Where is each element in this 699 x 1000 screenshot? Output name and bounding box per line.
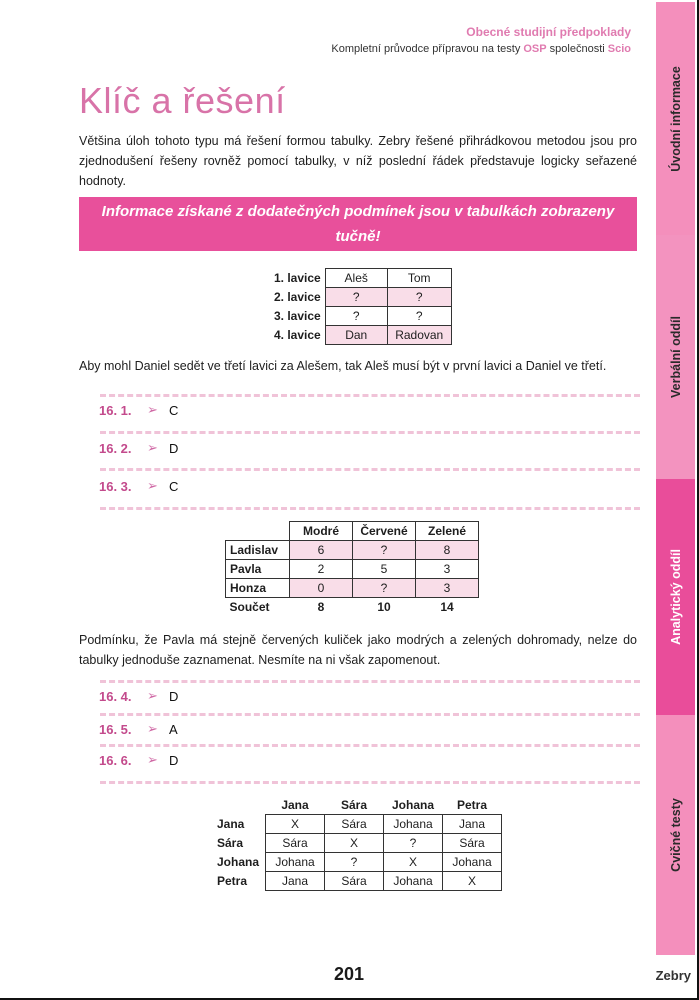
question-number: 16. 3.	[99, 478, 132, 494]
sum-row	[226, 598, 479, 617]
side-tab-label: Verbální oddíl	[668, 316, 683, 398]
table-cell: Sára	[325, 872, 384, 891]
side-tab-analyticky-oddil[interactable]	[656, 479, 695, 715]
table-cell: Radovan	[387, 326, 451, 345]
side-tab-label: Úvodní informace	[668, 65, 683, 172]
corner-cell	[215, 796, 266, 815]
question-number: 16. 2.	[99, 440, 132, 456]
table-cell: 2	[290, 560, 353, 579]
bench-table	[270, 268, 452, 345]
marbles-table	[225, 521, 479, 616]
table-row	[270, 326, 451, 345]
subtitle-text-2: společnosti	[546, 43, 608, 55]
column-header: Zelené	[416, 522, 479, 541]
table-cell: Sára	[443, 834, 502, 853]
table-row	[215, 834, 502, 853]
table-cell: Johana	[266, 853, 325, 872]
table-cell: ?	[384, 834, 443, 853]
row-label: Petra	[217, 874, 248, 888]
table-row	[226, 541, 479, 560]
arrow-icon: ➢	[147, 440, 158, 455]
intro-paragraph: Většina úloh tohoto typu má řešení formou tabulky. Zebry řešené přihrádkovou metodou jsou pro zjednodušení řešeny rovněž pomocí tabulky, v níž poslední řádek představuje logicky seřazené hodnoty.	[79, 134, 637, 188]
table-cell: Tom	[387, 269, 451, 288]
table-cell: ?	[325, 288, 387, 307]
table-row	[270, 269, 451, 288]
dashed-separator	[100, 744, 640, 747]
table-cell: Sára	[325, 815, 384, 834]
row-label: 2. lavice	[274, 290, 321, 304]
answer-value: A	[169, 721, 178, 737]
answer-value: D	[169, 752, 179, 768]
side-tab-label: Cvičné testy	[668, 798, 683, 872]
table-cell: ?	[353, 541, 416, 560]
table-cell: Jana	[443, 815, 502, 834]
book-subtitle	[331, 40, 631, 58]
header-row	[215, 796, 502, 815]
duel-table	[215, 796, 502, 891]
answer-value: D	[169, 688, 179, 704]
table-row	[226, 560, 479, 579]
sum-cell: 14	[440, 600, 454, 614]
dashed-separator	[100, 394, 640, 397]
dashed-separator	[100, 781, 640, 784]
row-label: Sára	[217, 836, 244, 850]
side-tab-cvicne-testy[interactable]	[656, 715, 695, 955]
table-cell: Johana	[384, 815, 443, 834]
answer-row	[99, 438, 178, 458]
table-cell: ?	[353, 579, 416, 598]
running-header	[331, 24, 631, 58]
dashed-separator	[100, 713, 640, 716]
row-label: Jana	[217, 817, 245, 831]
arrow-icon: ➢	[147, 478, 158, 493]
column-header: Jana	[281, 798, 309, 812]
subtitle-text: Kompletní průvodce přípravou na testy	[331, 43, 524, 55]
column-header: Červené	[353, 522, 416, 541]
table-cell: Jana	[266, 872, 325, 891]
sum-cell: 10	[377, 600, 391, 614]
table-cell: Aleš	[325, 269, 387, 288]
arrow-icon: ➢	[147, 402, 158, 417]
dashed-separator	[100, 680, 640, 683]
row-label: Johana	[217, 855, 260, 869]
subtitle-osp: OSP	[523, 43, 547, 55]
table-cell: X	[325, 834, 384, 853]
bench-explanation: Aby mohl Daniel sedět ve třetí lavici za Alešem, tak Aleš musí být v první lavici a Daniel ve třetí.	[79, 359, 607, 373]
answer-row	[99, 750, 178, 770]
table-cell: ?	[387, 288, 451, 307]
row-label: Součet	[229, 600, 270, 614]
column-header: Johana	[392, 798, 435, 812]
header-row	[226, 522, 479, 541]
table-row	[226, 579, 479, 598]
row-label: 3. lavice	[274, 309, 321, 323]
sum-cell: 8	[317, 600, 325, 614]
question-number: 16. 4.	[99, 688, 132, 704]
row-label: 4. lavice	[274, 328, 321, 342]
answer-row	[99, 719, 178, 739]
table-row	[270, 288, 451, 307]
table-row	[215, 872, 502, 891]
answer-value: D	[169, 440, 179, 456]
dashed-separator	[100, 468, 640, 471]
side-tab-verbalni-oddil[interactable]	[656, 235, 695, 479]
side-tab-label: Analytický oddíl	[668, 549, 683, 645]
table-cell: X	[443, 872, 502, 891]
row-label: 1. lavice	[274, 271, 321, 285]
table-cell: ?	[325, 853, 384, 872]
arrow-icon: ➢	[147, 721, 158, 736]
table-cell: 3	[416, 560, 479, 579]
question-number: 16. 6.	[99, 752, 132, 768]
answer-row	[99, 400, 178, 420]
row-label: Ladislav	[226, 541, 290, 560]
column-header: Sára	[341, 798, 368, 812]
question-number: 16. 5.	[99, 721, 132, 737]
answer-value: C	[169, 402, 179, 418]
page-number: 201	[334, 964, 365, 984]
answer-value: C	[169, 478, 179, 494]
table-cell: 8	[416, 541, 479, 560]
marbles-explanation: Podmínku, že Pavla má stejně červených kuliček jako modrých a zelených dohromady, nelze do tabulky jednoduše zaznamenat. Nesmíte na ni však zapomenout.	[79, 633, 637, 667]
arrow-icon: ➢	[147, 688, 158, 703]
book-title: Obecné studijní předpoklady	[466, 25, 631, 39]
page-title: Klíč a řešení	[79, 80, 286, 121]
answer-row	[99, 686, 178, 706]
row-label: Pavla	[226, 560, 290, 579]
table-cell: Johana	[384, 872, 443, 891]
table-cell: X	[384, 853, 443, 872]
table-cell: ?	[387, 307, 451, 326]
table-cell: 3	[416, 579, 479, 598]
table-cell: 5	[353, 560, 416, 579]
column-header: Petra	[457, 798, 488, 812]
table-cell: 0	[290, 579, 353, 598]
column-header: Modré	[290, 522, 353, 541]
table-cell: ?	[325, 307, 387, 326]
question-number: 16. 1.	[99, 402, 132, 418]
table-row	[215, 853, 502, 872]
table-cell: X	[266, 815, 325, 834]
side-tab-uvodni-informace[interactable]	[656, 2, 695, 235]
table-row	[270, 307, 451, 326]
table-cell: Dan	[325, 326, 387, 345]
corner-cell	[226, 522, 290, 541]
table-cell: Sára	[266, 834, 325, 853]
arrow-icon: ➢	[147, 752, 158, 767]
table-cell: 6	[290, 541, 353, 560]
dashed-separator	[100, 431, 640, 434]
table-cell: Johana	[443, 853, 502, 872]
row-label: Honza	[226, 579, 290, 598]
info-banner: Informace získané z dodatečných podmínek jsou v tabulkách zobrazeny tučně!	[79, 197, 637, 251]
subtitle-scio: Scio	[607, 43, 631, 55]
answer-row	[99, 476, 178, 496]
section-name: Zebry	[655, 968, 691, 983]
table-row	[215, 815, 502, 834]
dashed-separator	[100, 507, 640, 510]
